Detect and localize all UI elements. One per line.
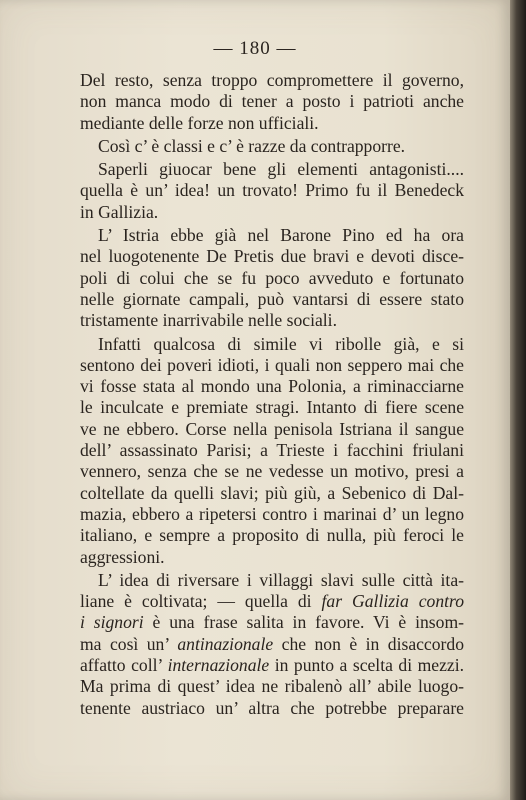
text-line: Infatti qualcosa di simile vi ribolle già, e si [98,333,464,354]
text-line [80,655,464,676]
text-line: vennero, senza che se ne vedesse un motivo, presi a [80,461,464,482]
text-line [80,612,464,633]
text-line: italiano, e sempre a proposito di nulla, più feroci le [80,525,464,546]
text-line [80,591,464,612]
text-run: che non è in disaccordo [273,633,464,654]
italic-run: antinazionale [177,633,274,654]
text-line [80,698,464,719]
paragraph [80,159,464,223]
text-line: le inculcate e premiate stragi. Intanto di fiere scene [80,397,464,418]
text-line: sentono dei poveri idioti, i quali non seppero mai che [80,354,464,375]
text-run: ma così un’ [80,633,178,654]
text-line: coltellate da quelli slavi; più giù, a Sebenico di Dal- [80,482,464,503]
text-line [80,634,464,655]
italic-run: internazionale [167,655,270,676]
text-run: Ma prima di quest’ idea ne ribalenò all’ abile luogo- [80,676,464,697]
text-run: tenente austriaco un’ altra che potrebbe preparare [80,697,464,718]
text-run: affatto coll’ [80,655,168,676]
text-line: vi fosse stata al mondo una Polonia, a riminacciarne [80,376,464,397]
text-line: Così c’ è classi e c’ è razze da contrapporre. [98,135,406,156]
text-line: dell’ assassinato Parisi; a Trieste i facchini friulani [80,440,464,461]
text-line: poli di colui che se fu poco avveduto e fortunato [80,267,464,288]
text-line: aggressioni. [80,546,165,567]
text-line: nel luogotenente De Pretis due bravi e devoti disce- [80,246,464,267]
page-text [80,70,464,721]
paragraph [80,70,464,134]
text-line: Saperli giuocar bene gli elementi antagonisti.... [98,159,464,180]
text-line: mediante delle forze non ufficiali. [80,112,319,133]
italic-run: far Gallizia contro [321,591,464,612]
book-gutter [510,0,526,800]
italic-run: i signori [80,612,144,633]
text-line: non manca modo di tener a posto i patrioti anche [80,91,464,112]
text-line: ve ne ebbero. Corse nella penisola Istriana il sangue [80,418,464,439]
text-line: Del resto, senza troppo compromettere il governo, [80,70,464,90]
text-line: in Gallizia. [80,201,159,222]
text-run: L’ idea di riversare i villaggi slavi sulle città ita- [98,569,464,590]
text-line: quella è un’ idea! un trovato! Primo fu il Benedeck [80,180,464,201]
paragraph [80,225,464,331]
paragraph [80,570,464,719]
text-run: è una frase salita in favore. Vi è insom- [143,612,464,633]
text-line [80,570,464,591]
text-run: in punto a scelta di mezzi. [269,655,465,676]
text-line: tristamente inarrivabile nelle sociali. [80,310,337,331]
paragraph [80,136,464,157]
page-number: — 180 — [213,38,297,59]
text-line: L’ Istria ebbe già nel Barone Pino ed ha ora [98,225,464,246]
text-run: liane è coltivata; — quella di [80,591,322,612]
text-line: nelle giornate campali, può vantarsi di essere stato [80,288,464,309]
text-line: mazia, ebbero a ripetersi contro i marinai d’ un legno [80,503,464,524]
text-line [80,676,464,697]
paragraph [80,334,464,568]
